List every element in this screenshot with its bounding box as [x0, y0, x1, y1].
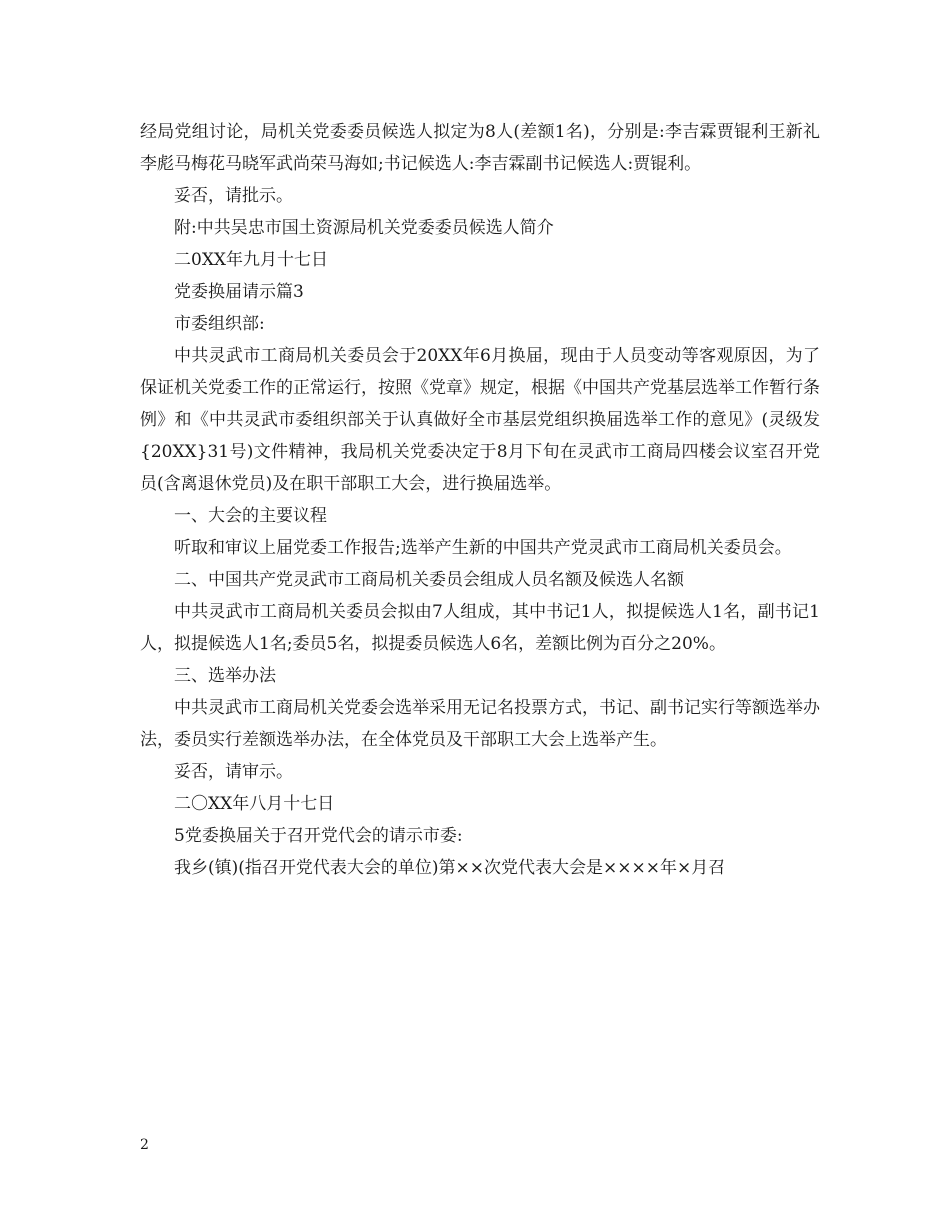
paragraph: 听取和审议上届党委工作报告;选举产生新的中国共产党灵武市工商局机关委员会。: [174, 538, 792, 558]
paragraph: 中共灵武市工商局机关党委会选举采用无记名投票方式，书记、副书记实行等额选举办法，委员实行差额选举办法，在全体党员及干部职工大会上选举产生。: [140, 698, 820, 750]
document-body: [140, 116, 820, 884]
paragraph: 妥否，请审示。: [174, 762, 293, 782]
paragraph: 三、选举办法: [174, 666, 276, 686]
paragraph: 我乡(镇)(指召开党代表大会的单位)第××次党代表大会是××××年×月召: [174, 858, 726, 878]
paragraph: 二0XX年九月十七日: [174, 250, 329, 270]
page-number: 2: [140, 1137, 149, 1153]
paragraph: 附:中共吴忠市国土资源局机关党委委员候选人简介: [174, 218, 554, 238]
paragraph: 一、大会的主要议程: [174, 506, 327, 526]
paragraph: 5党委换届关于召开党代会的请示市委:: [174, 826, 463, 846]
paragraph: 中共灵武市工商局机关委员会拟由7人组成，其中书记1人，拟提候选人1名，副书记1人，拟提候选人1名;委员5名，拟提委员候选人6名，差额比例为百分之20%。: [140, 602, 820, 654]
paragraph: 经局党组讨论，局机关党委委员候选人拟定为8人(差额1名)，分别是:李吉霖贾锟利王新礼李彪马梅花马晓军武尚荣马海如;书记候选人:李吉霖副书记候选人:贾锟利。: [140, 122, 820, 174]
paragraph: 党委换届请示篇3: [174, 282, 304, 302]
paragraph: 妥否，请批示。: [174, 186, 293, 206]
paragraph: 二、中国共产党灵武市工商局机关委员会组成人员名额及候选人名额: [174, 570, 684, 590]
paragraph: 中共灵武市工商局机关委员会于20XX年6月换届，现由于人员变动等客观原因，为了保证机关党委工作的正常运行，按照《党章》规定，根据《中国共产党基层选举工作暂行条例》和《中共灵武市委组织部关于认真做好全市基层党组织换届选举工作的意见》(灵级发{20XX}31号)文件精神，我局机关党委决定于8月下旬在灵武市工商局四楼会议室召开党员(含离退休党员)及在职干部职工大会，进行换届选举。: [140, 346, 820, 494]
paragraph: 二〇XX年八月十七日: [174, 794, 335, 814]
paragraph: 市委组织部:: [174, 314, 265, 334]
